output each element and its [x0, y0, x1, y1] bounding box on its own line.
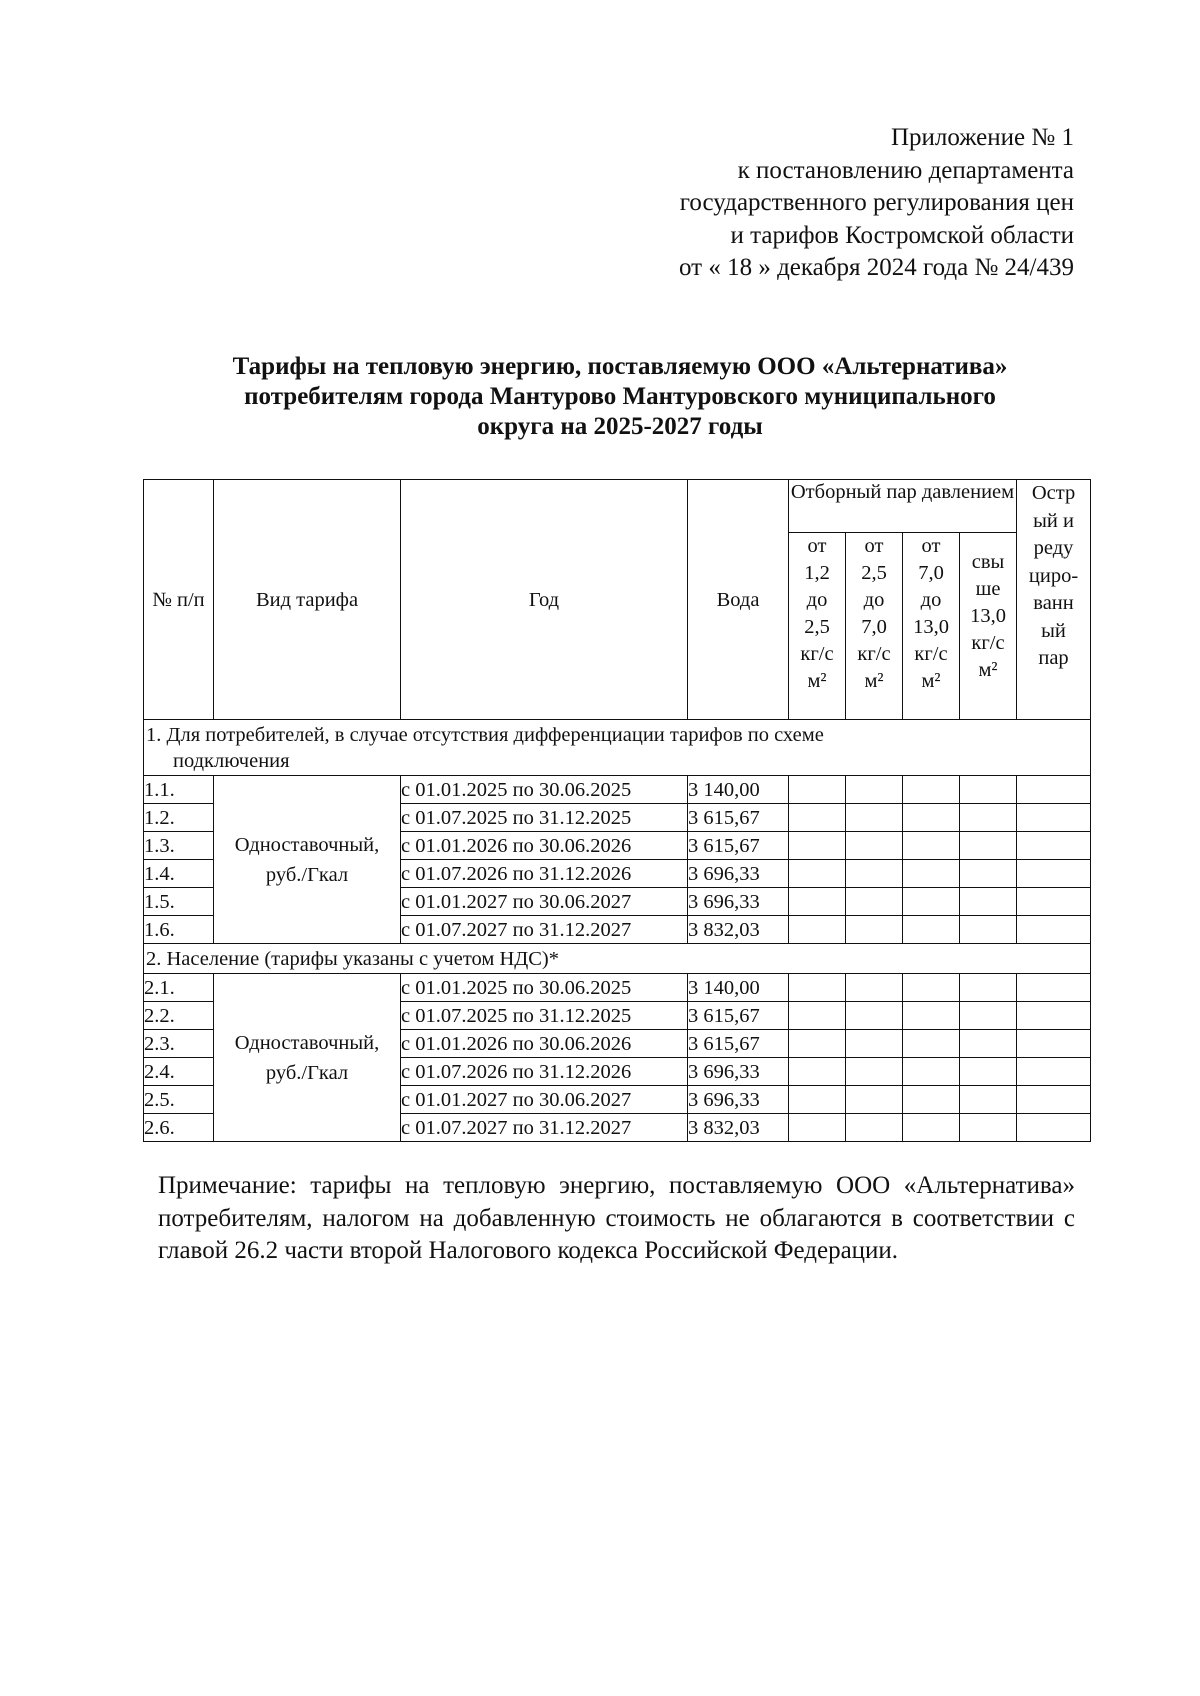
period-cell: с 01.07.2026 по 31.12.2026 — [401, 860, 688, 888]
title-line: потребителям города Мантурово Мантуровского муниципального — [244, 383, 996, 410]
water-value: 3 140,00 — [688, 974, 789, 1002]
period-cell: с 01.01.2025 по 30.06.2025 — [401, 776, 688, 804]
water-value: 3 832,03 — [688, 916, 789, 944]
water-value: 3 696,33 — [688, 1086, 789, 1114]
column-header-number: № п/п — [144, 480, 214, 720]
water-value: 3 615,67 — [688, 1030, 789, 1058]
water-value: 3 615,67 — [688, 832, 789, 860]
water-value: 3 696,33 — [688, 860, 789, 888]
period-cell: с 01.01.2026 по 30.06.2026 — [401, 1030, 688, 1058]
note-paragraph: Примечание: тарифы на тепловую энергию, поставляемую ООО «Альтернатива» потребителям, налогом на добавленную стоимость не облагаются в соответствии с главой 26.2 части второй Налогового кодекса Российской Федерации. — [158, 1172, 1075, 1264]
row-number: 2.3. — [144, 1030, 214, 1058]
appendix-number: Приложение № 1 — [890, 124, 1074, 151]
section-title: 1. Для потребителей, в случае отсутствия дифференциации тарифов по схеме подключения — [144, 720, 1091, 776]
tariff-table — [143, 479, 1091, 1142]
water-value: 3 615,67 — [688, 804, 789, 832]
period-cell: с 01.07.2025 по 31.12.2025 — [401, 1002, 688, 1030]
period-cell: с 01.07.2026 по 31.12.2026 — [401, 1058, 688, 1086]
tariff-kind-cell: Одноставочный, руб./Гкал — [214, 974, 401, 1142]
column-header-pressure-1-2-5: от 1,2 до 2,5 кг/с м² — [789, 533, 846, 720]
water-value: 3 615,67 — [688, 1002, 789, 1030]
period-cell: с 01.01.2027 по 30.06.2027 — [401, 1086, 688, 1114]
row-number: 2.6. — [144, 1114, 214, 1142]
row-number: 2.1. — [144, 974, 214, 1002]
appendix-date-number: от « 18 » декабря 2024 года № 24/439 — [678, 254, 1074, 281]
period-cell: с 01.07.2025 по 31.12.2025 — [401, 804, 688, 832]
column-header-extracted-steam: Отборный пар давлением — [789, 480, 1017, 533]
row-number: 1.3. — [144, 832, 214, 860]
row-number: 1.4. — [144, 860, 214, 888]
column-header-live-steam: Остр ый и реду циро- ванн ый пар — [1017, 480, 1091, 720]
section-title: 2. Население (тарифы указаны с учетом НДС)* — [144, 944, 1091, 974]
section-row — [144, 720, 1091, 776]
row-number: 1.1. — [144, 776, 214, 804]
appendix-header — [679, 122, 1074, 285]
column-header-pressure-7-13: от 7,0 до 13,0 кг/с м² — [903, 533, 960, 720]
table-row — [144, 776, 1091, 804]
row-number: 1.2. — [144, 804, 214, 832]
water-value: 3 832,03 — [688, 1114, 789, 1142]
title-line: Тарифы на тепловую энергию, поставляемую ООО «Альтернатива» — [232, 353, 1008, 380]
column-header-water: Вода — [688, 480, 789, 720]
row-number: 2.5. — [144, 1086, 214, 1114]
column-header-pressure-over-13: свы ше 13,0 кг/с м² — [960, 533, 1017, 720]
period-cell: с 01.01.2025 по 30.06.2025 — [401, 974, 688, 1002]
period-cell: с 01.01.2026 по 30.06.2026 — [401, 832, 688, 860]
row-number: 1.5. — [144, 888, 214, 916]
appendix-ref-line: и тарифов Костромской области — [730, 221, 1074, 249]
period-cell: с 01.07.2027 по 31.12.2027 — [401, 916, 688, 944]
title-line: округа на 2025-2027 годы — [477, 413, 763, 440]
water-value: 3 696,33 — [688, 1058, 789, 1086]
row-number: 1.6. — [144, 916, 214, 944]
tariff-kind-cell: Одноставочный, руб./Гкал — [214, 776, 401, 944]
column-header-tariff-kind: Вид тарифа — [214, 480, 401, 720]
water-value: 3 140,00 — [688, 776, 789, 804]
water-value: 3 696,33 — [688, 888, 789, 916]
table-row — [144, 974, 1091, 1002]
document-title — [140, 352, 1100, 442]
period-cell: с 01.07.2027 по 31.12.2027 — [401, 1114, 688, 1142]
appendix-ref-line: государственного регулирования цен — [679, 189, 1074, 216]
appendix-ref-line: к постановлению департамента — [737, 156, 1074, 184]
period-cell: с 01.01.2027 по 30.06.2027 — [401, 888, 688, 916]
row-number: 2.2. — [144, 1002, 214, 1030]
row-number: 2.4. — [144, 1058, 214, 1086]
section-row — [144, 944, 1091, 974]
table-header-row — [144, 480, 1091, 533]
column-header-year: Год — [401, 480, 688, 720]
column-header-pressure-2-5-7: от 2,5 до 7,0 кг/с м² — [846, 533, 903, 720]
